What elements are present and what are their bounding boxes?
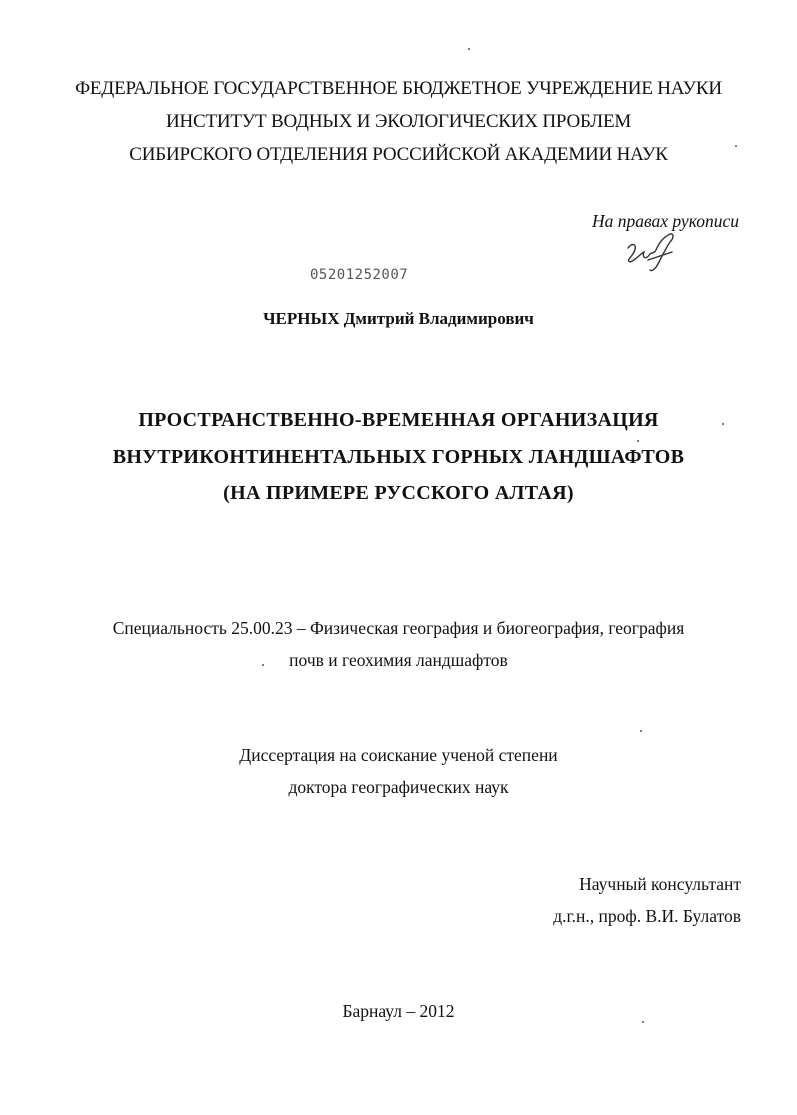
title-line-1: ПРОСТРАНСТВЕННО-ВРЕМЕННАЯ ОРГАНИЗАЦИЯ — [138, 409, 659, 431]
degree-line-2: доктора географических наук — [288, 777, 509, 797]
title-line-2: ВНУТРИКОНТИНЕНТАЛЬНЫХ ГОРНЫХ ЛАНДШАФТОВ — [112, 446, 685, 468]
scan-speck — [637, 440, 639, 442]
specialty-line-1: Специальность 25.00.23 – Физическая география и биогеография, география — [112, 618, 685, 638]
author-surname: ЧЕРНЫХ — [263, 309, 340, 328]
footer-place-year: Барнаул – 2012 — [342, 1001, 455, 1021]
consultant-name: д.г.н., проф. В.И. Булатов — [553, 906, 741, 926]
author-name — [0, 309, 797, 329]
specialty-line-2: почв и геохимия ландшафтов — [289, 650, 508, 670]
header-line-1: ФЕДЕРАЛЬНОЕ ГОСУДАРСТВЕННОЕ БЮДЖЕТНОЕ УЧРЕЖДЕНИЕ НАУКИ — [75, 78, 722, 99]
header-line-3: СИБИРСКОГО ОТДЕЛЕНИЯ РОССИЙСКОЙ АКАДЕМИИ НАУК — [129, 144, 668, 165]
title-line-3: (НА ПРИМЕРЕ РУССКОГО АЛТАЯ) — [223, 482, 574, 504]
scan-speck — [735, 145, 737, 147]
manuscript-note: На правах рукописи — [592, 211, 739, 231]
author-given-name: Дмитрий Владимирович — [343, 309, 534, 328]
scan-speck — [262, 664, 264, 666]
degree-line-1: Диссертация на соискание ученой степени — [239, 745, 558, 765]
scan-speck — [468, 48, 470, 50]
signature-image — [622, 230, 686, 278]
scan-speck — [640, 730, 642, 732]
stamp-number: 05201252007 — [310, 267, 409, 283]
scan-speck — [722, 423, 724, 425]
scan-speck — [642, 1021, 644, 1023]
header-line-2: ИНСТИТУТ ВОДНЫХ И ЭКОЛОГИЧЕСКИХ ПРОБЛЕМ — [165, 111, 632, 132]
consultant-label: Научный консультант — [579, 874, 741, 894]
